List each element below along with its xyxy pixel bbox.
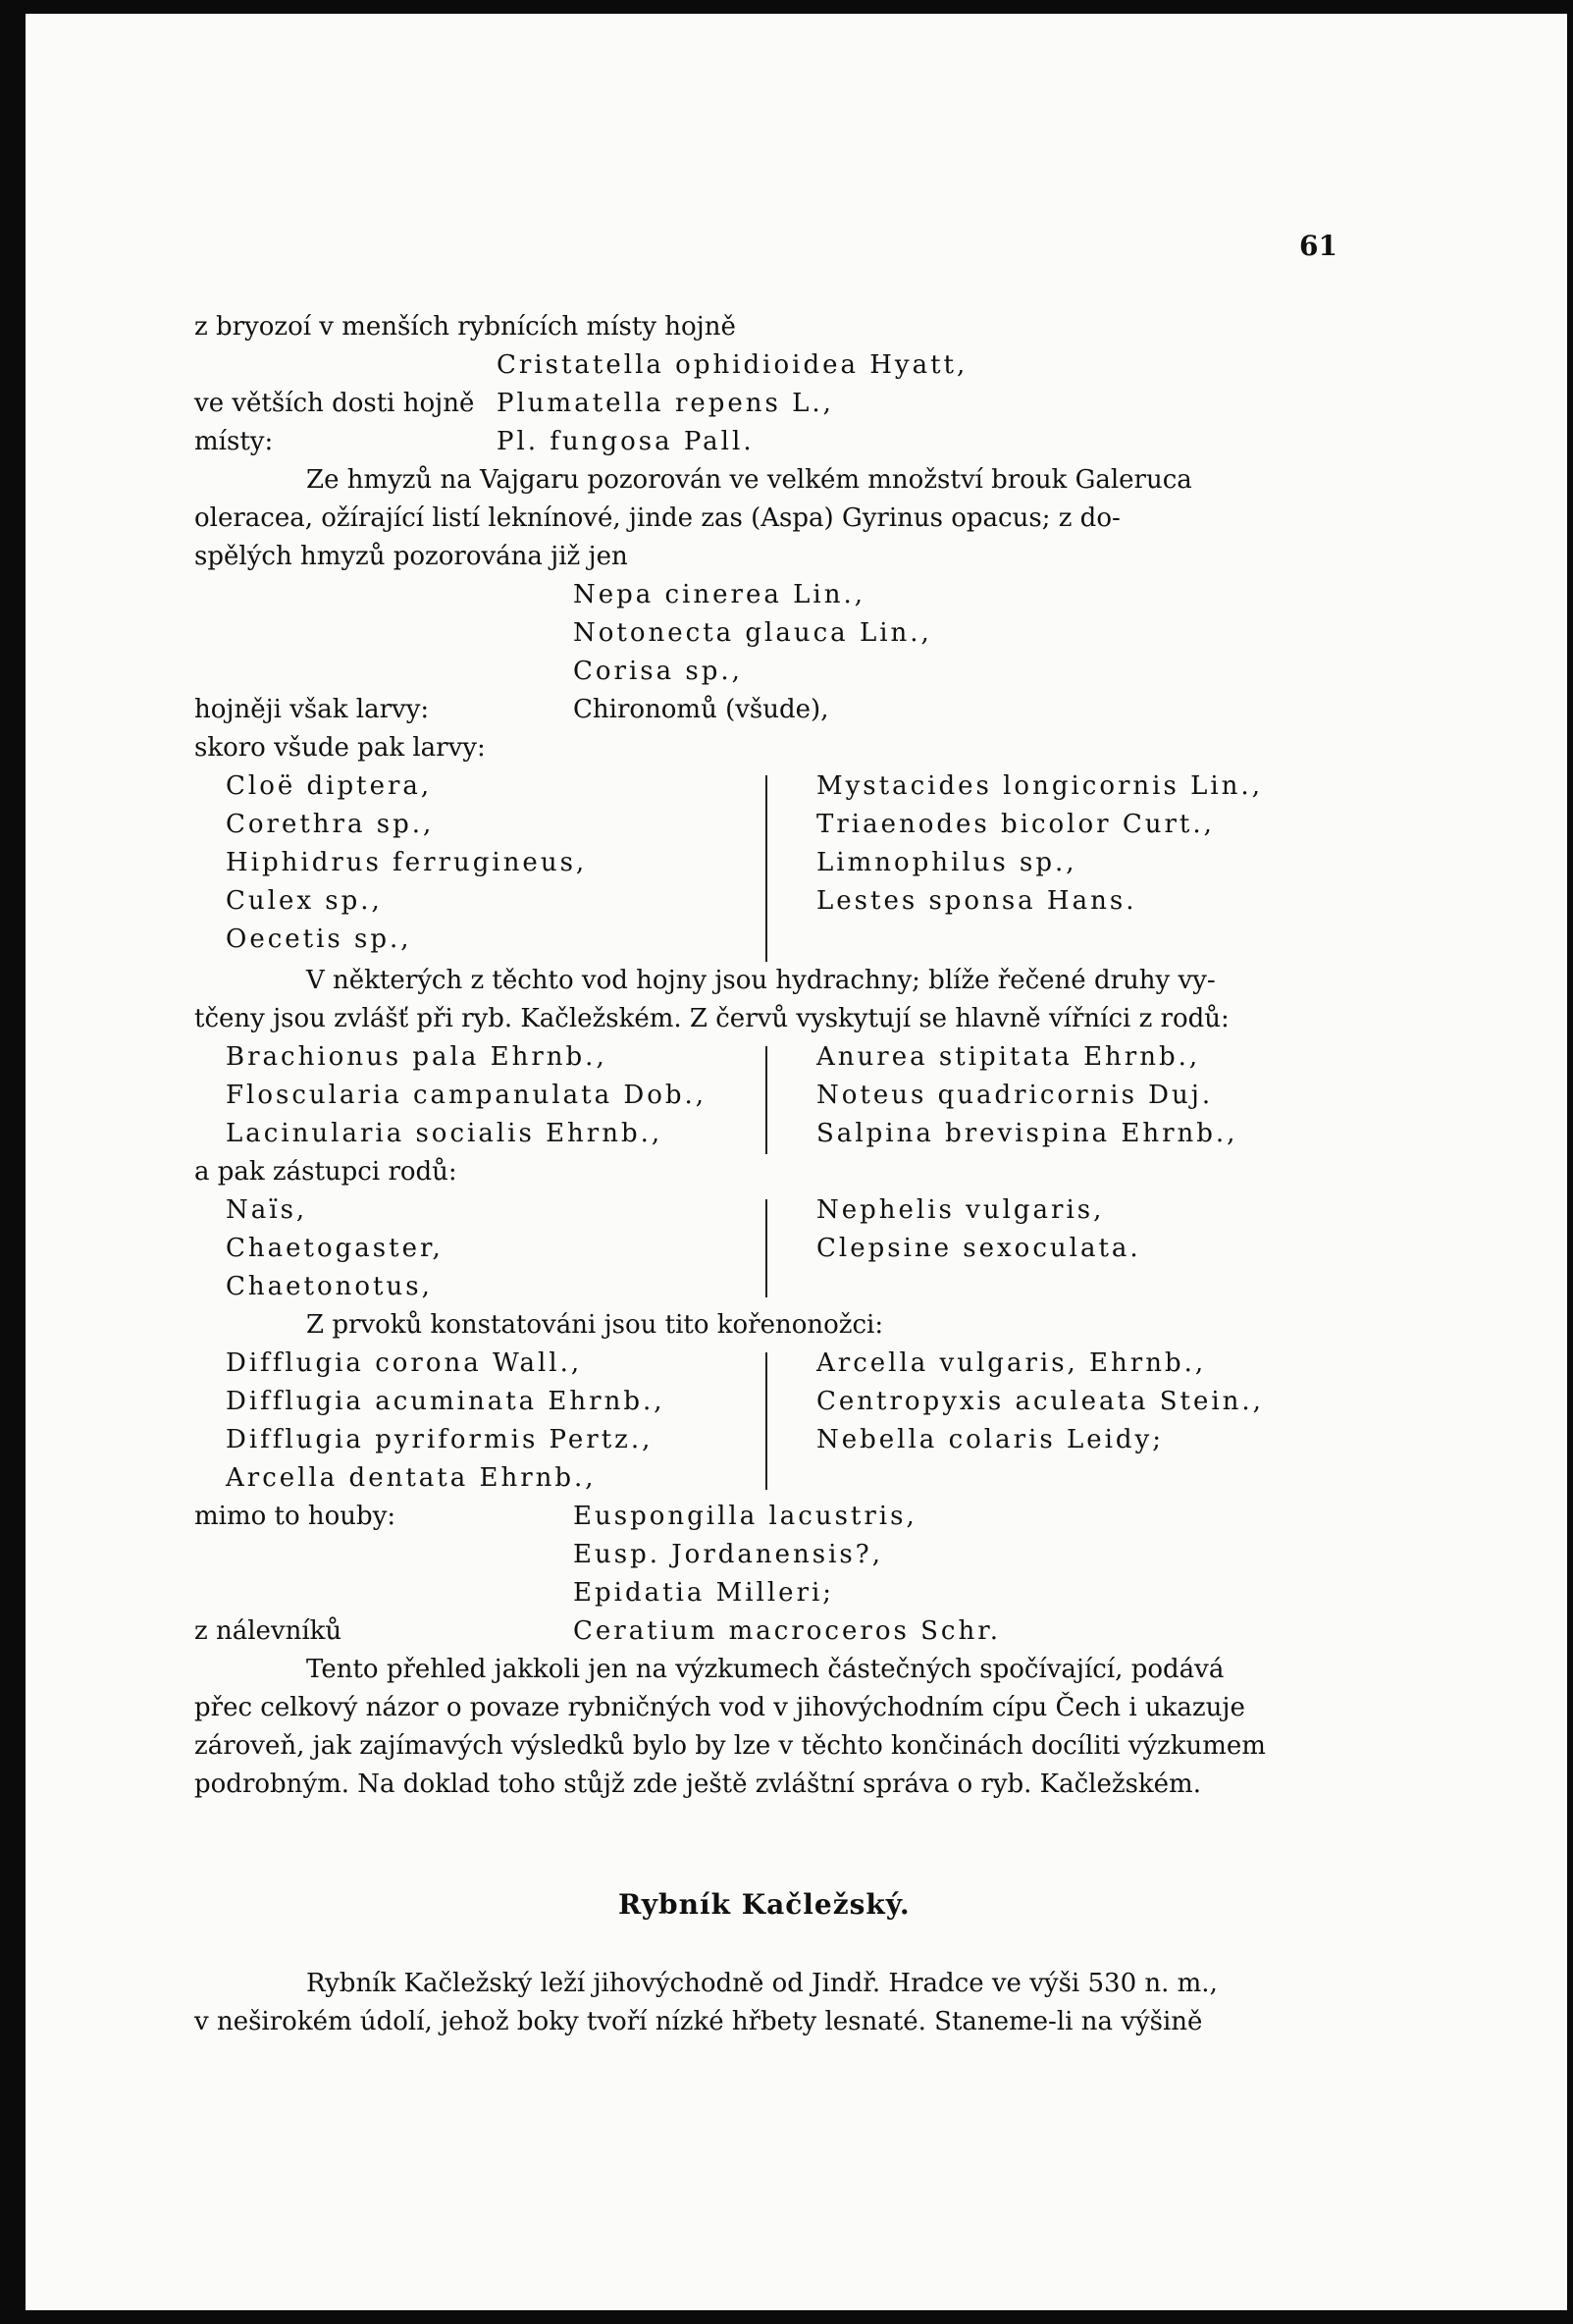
species-name: Difflugia acuminata Ehrnb., bbox=[226, 1387, 665, 1416]
text-line: Chironomů (všude), bbox=[573, 695, 829, 724]
column-divider bbox=[765, 1046, 767, 1154]
page-number: 61 bbox=[1299, 230, 1337, 262]
species-name: Naïs, bbox=[226, 1195, 308, 1225]
species-name: Chaetonotus, bbox=[226, 1272, 433, 1301]
species-name: Centropyxis aculeata Stein., bbox=[816, 1387, 1264, 1416]
species-name: Corisa sp., bbox=[573, 657, 743, 686]
species-name: Arcella vulgaris, Ehrnb., bbox=[816, 1348, 1207, 1378]
text-line: skoro všude pak larvy: bbox=[194, 733, 486, 763]
species-name: Difflugia pyriformis Pertz., bbox=[226, 1425, 654, 1454]
species-name: Triaenodes bicolor Curt., bbox=[816, 810, 1215, 839]
paragraph-line: oleracea, ožírající listí leknínové, jinde zas (Aspa) Gyrinus opacus; z do- bbox=[194, 503, 1121, 533]
column-divider bbox=[765, 1352, 767, 1490]
species-name: Limnophilus sp., bbox=[816, 848, 1077, 877]
species-name: Ceratium macroceros Schr. bbox=[573, 1616, 1002, 1646]
paragraph-line: přec celkový názor o povaze rybničných vod v jihovýchodním cípu Čech i ukazuje bbox=[194, 1693, 1245, 1722]
paragraph-line: spělých hmyzů pozorována již jen bbox=[194, 542, 628, 571]
species-name: Nepa cinerea Lin., bbox=[573, 580, 865, 609]
species-name: Notonecta glauca Lin., bbox=[573, 618, 932, 648]
species-name: Culex sp., bbox=[226, 886, 383, 916]
species-name: Pl. fungosa Pall. bbox=[497, 427, 755, 456]
species-name: Oecetis sp., bbox=[226, 924, 412, 954]
text-line: z bryozoí v menších rybnících místy hojně bbox=[194, 312, 736, 342]
text-line: hojněji však larvy: bbox=[194, 695, 430, 724]
text-line: a pak zástupci rodů: bbox=[194, 1157, 457, 1187]
species-name: Floscularia campanulata Dob., bbox=[226, 1081, 708, 1110]
species-name: Brachionus pala Ehrnb., bbox=[226, 1042, 607, 1072]
species-name: Mystacides longicornis Lin., bbox=[816, 771, 1263, 801]
species-name: Nebella colaris Leidy; bbox=[816, 1425, 1165, 1454]
column-divider bbox=[765, 1199, 767, 1297]
text-line: místy: bbox=[194, 427, 274, 456]
paragraph-line: tčeny jsou zvlášť při ryb. Kačležském. Z červů vyskytují se hlavně vířníci z rodů: bbox=[194, 1004, 1230, 1033]
species-name: Hiphidrus ferrugineus, bbox=[226, 848, 588, 877]
paragraph-line: Rybník Kačležský leží jihovýchodně od Jindř. Hradce ve výši 530 n. m., bbox=[306, 1969, 1218, 1998]
paragraph-line: Tento přehled jakkoli jen na výzkumech částečných spočívající, podává bbox=[306, 1655, 1225, 1684]
paragraph-line: V některých z těchto vod hojny jsou hydrachny; blíže řečené druhy vy- bbox=[306, 966, 1216, 995]
species-name: Euspongilla lacustris, bbox=[573, 1502, 918, 1531]
species-name: Lacinularia socialis Ehrnb., bbox=[226, 1119, 663, 1148]
section-heading: Rybník Kačležský. bbox=[618, 1888, 911, 1921]
text-line: ve větších dosti hojně bbox=[194, 389, 475, 418]
species-name: Arcella dentata Ehrnb., bbox=[226, 1463, 597, 1493]
species-name: Anurea stipitata Ehrnb., bbox=[816, 1042, 1201, 1072]
column-divider bbox=[765, 775, 767, 962]
paragraph-line: Ze hmyzů na Vajgaru pozorován ve velkém množství brouk Galeruca bbox=[306, 465, 1192, 495]
species-name: Cloë diptera, bbox=[226, 771, 433, 801]
species-name: Epidatia Milleri; bbox=[573, 1578, 835, 1608]
species-name: Chaetogaster, bbox=[226, 1234, 444, 1263]
species-name: Clepsine sexoculata. bbox=[816, 1234, 1141, 1263]
paragraph-line: v neširokém údolí, jehož boky tvoří nízké hřbety lesnaté. Staneme-li na výšině bbox=[194, 2007, 1203, 2036]
species-name: Nephelis vulgaris, bbox=[816, 1195, 1105, 1225]
species-name: Plumatella repens L., bbox=[497, 389, 834, 418]
species-name: Salpina brevispina Ehrnb., bbox=[816, 1119, 1238, 1148]
paragraph-line: zároveň, jak zajímavých výsledků bylo by lze v těchto končinách docíliti výzkumem bbox=[194, 1731, 1266, 1761]
text-line: mimo to houby: bbox=[194, 1502, 396, 1531]
text-line: z nálevníků bbox=[194, 1616, 342, 1646]
species-name: Lestes sponsa Hans. bbox=[816, 886, 1137, 916]
species-name: Eusp. Jordanensis?, bbox=[573, 1540, 883, 1569]
species-name: Difflugia corona Wall., bbox=[226, 1348, 583, 1378]
text-line: Z prvoků konstatováni jsou tito kořenonožci: bbox=[306, 1310, 884, 1340]
species-name: Noteus quadricornis Duj. bbox=[816, 1081, 1214, 1110]
species-name: Cristatella ophidioidea Hyatt, bbox=[497, 350, 969, 380]
species-name: Corethra sp., bbox=[226, 810, 435, 839]
paragraph-line: podrobným. Na doklad toho stůjž zde ještě zvláštní správa o ryb. Kačležském. bbox=[194, 1769, 1201, 1799]
page bbox=[22, 14, 1567, 2310]
